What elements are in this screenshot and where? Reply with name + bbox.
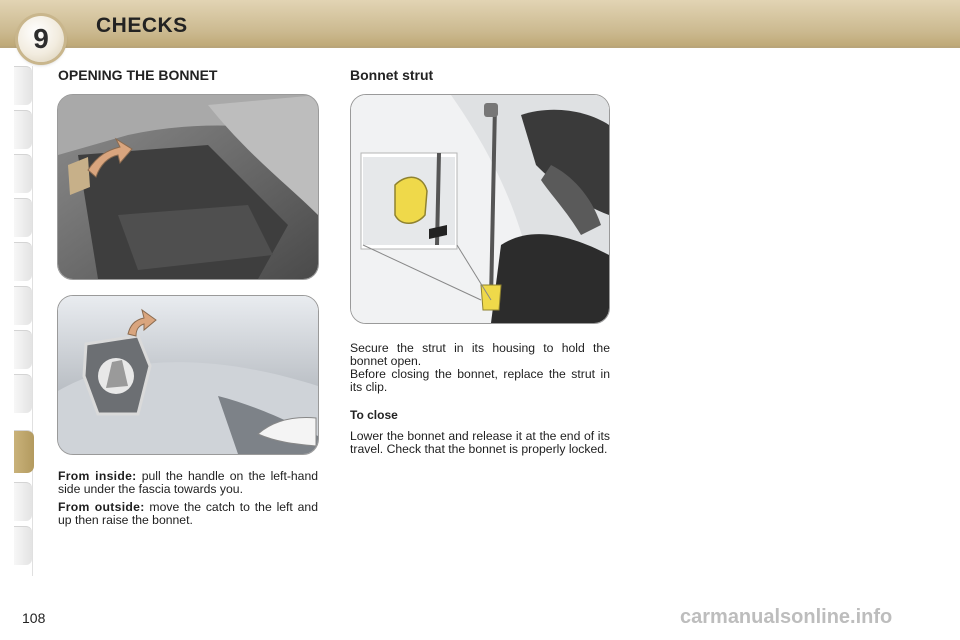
- from-outside-label: From outside:: [58, 500, 145, 514]
- chapter-tab-8[interactable]: [14, 374, 32, 413]
- bonnet-catch-illustration: [58, 296, 318, 454]
- to-close-heading: To close: [350, 408, 398, 422]
- secure-strut-paragraph: Secure the strut in its housing to hold the bonnet open.: [350, 341, 610, 368]
- interior-illustration: [58, 95, 318, 279]
- section-heading-bonnet-strut: Bonnet strut: [350, 67, 434, 83]
- page-number: 108: [22, 610, 46, 626]
- chapter-tab-5[interactable]: [14, 242, 32, 281]
- bonnet-strut-illustration: [351, 95, 609, 323]
- illustration-bonnet-catch: [57, 295, 319, 455]
- chapter-tab-7[interactable]: [14, 330, 32, 369]
- chapter-tab-4[interactable]: [14, 198, 32, 237]
- replace-strut-paragraph: Before closing the bonnet, replace the strut in its clip.: [350, 367, 610, 394]
- from-inside-text: pull the handle on the left-hand side under the fascia towards you.: [58, 469, 319, 496]
- to-close-paragraph: Lower the bonnet and release it at the end of its travel. Check that the bonnet is properly locked.: [350, 429, 610, 456]
- header-rule: [0, 46, 960, 48]
- from-outside-paragraph: [58, 501, 318, 527]
- section-heading-opening-bonnet: OPENING THE BONNET: [58, 67, 218, 83]
- watermark: carmanualsonline.info: [680, 606, 893, 628]
- right-instructions: [350, 342, 610, 399]
- chapter-tab-3[interactable]: [14, 154, 32, 193]
- chapter-tab-11[interactable]: [14, 526, 32, 565]
- chapter-tab-1[interactable]: [14, 66, 32, 105]
- from-outside-text: move the catch to the left and up then raise the bonnet.: [58, 500, 318, 527]
- illustration-bonnet-strut: [350, 94, 610, 324]
- chapter-number: 9: [33, 23, 49, 54]
- left-instructions: [58, 470, 318, 532]
- from-inside-label: From inside:: [58, 469, 137, 483]
- to-close-text: [350, 430, 610, 456]
- chapter-tab-9-active[interactable]: [14, 430, 34, 473]
- chapter-number-badge: [18, 16, 64, 62]
- chapter-tab-2[interactable]: [14, 110, 32, 149]
- illustration-interior-release-handle: [57, 94, 319, 280]
- chapter-title: CHECKS: [96, 14, 188, 37]
- chapter-tab-6[interactable]: [14, 286, 32, 325]
- from-inside-paragraph: [58, 470, 318, 496]
- chapter-tab-10[interactable]: [14, 482, 32, 521]
